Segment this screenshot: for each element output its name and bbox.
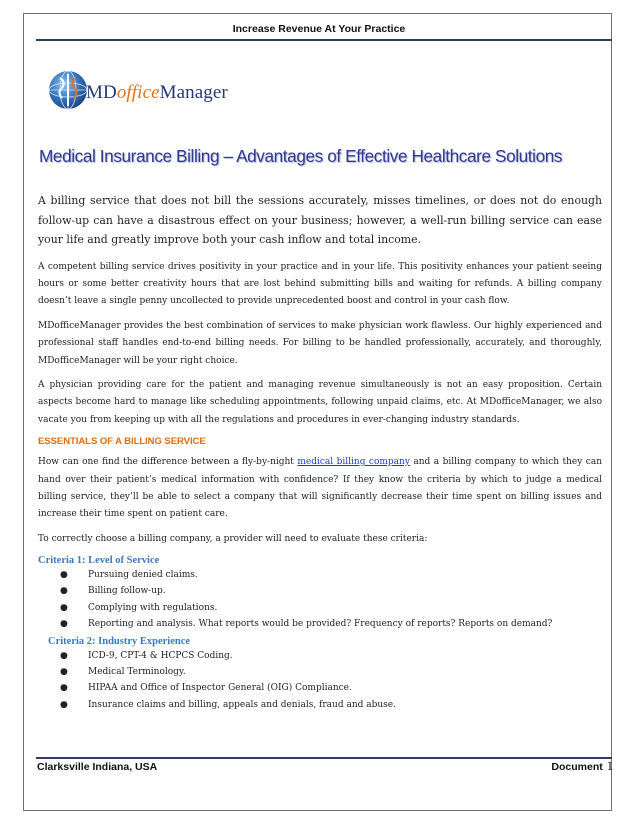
list-item-text: Complying with regulations. — [88, 602, 218, 613]
criteria-1-list — [38, 567, 602, 632]
list-item — [38, 697, 602, 713]
list-item-text: Medical Terminology. — [88, 667, 186, 678]
paragraph-6: To correctly choose a billing company, a provider will need to evaluate these criteria: — [38, 533, 428, 544]
footer-page-info — [551, 759, 613, 774]
paragraph-2: A competent billing service drives positivity in your practice and in your life. This positivity enhances your patient seeing hours or some better creativity hours that are lost behind submitting bills and waiting for refunds. A billing company doesn’t leave a single penny uncollected to provide unprecedented boost and control in your cash flow. — [38, 261, 602, 307]
bullet-icon: ● — [60, 602, 68, 613]
logo-office: office — [116, 82, 160, 103]
bullet-icon: ● — [60, 618, 68, 629]
footer-doc-label: Document — [551, 761, 603, 773]
paragraph-intro: A billing service that does not bill the sessions accurately, misses timelines, or does not do enough follow-up can have a disastrous effect on your business; however, a well-run billing service can ease your life and greatly improve both your cash inflow and total income. — [38, 194, 602, 246]
bullet-icon: ● — [60, 586, 68, 597]
logo-manager: Manager — [159, 82, 228, 103]
logo-wordmark — [86, 82, 228, 104]
paragraph-5-after: and a billing company to which they can hand over their patient’s medical information with confidence? If they know the criteria by which to judge a medical billing service, they’ll be able to select a company that will significantly decrease their time spent on billing issues and increase their time spent on patient care. — [38, 457, 603, 520]
document-body — [38, 191, 602, 716]
list-item — [38, 583, 602, 599]
page-number: 1 — [606, 759, 613, 773]
bullet-icon: ● — [60, 683, 68, 694]
section-heading: ESSENTIALS OF A BILLING SERVICE — [38, 436, 206, 448]
list-item — [38, 616, 602, 632]
list-item — [38, 600, 602, 616]
bullet-icon: ● — [60, 651, 68, 661]
paragraph-5-before: How can one find the difference between a fly-by-night — [38, 457, 298, 468]
criteria-1-heading: Criteria 1: Level of Service — [38, 555, 160, 567]
header-title: Increase Revenue At Your Practice — [232, 23, 406, 35]
paragraph-5 — [38, 454, 602, 524]
criteria-2-list — [38, 648, 602, 713]
page-banner-title: Medical Insurance Billing – Advantages of Effective Healthcare Solutions — [39, 146, 563, 166]
list-item-text: ICD-9, CPT-4 & HCPCS Coding. — [88, 651, 233, 661]
logo-md: MD — [86, 82, 117, 103]
criteria-2-heading: Criteria 2: Industry Experience — [48, 636, 191, 647]
list-item-text: Billing follow-up. — [88, 586, 166, 597]
list-item — [38, 680, 602, 696]
list-item — [38, 567, 602, 583]
bullet-icon: ● — [60, 667, 68, 678]
list-item — [38, 648, 602, 664]
bullet-icon: ● — [60, 699, 68, 710]
list-item-text: Insurance claims and billing, appeals and denials, fraud and abuse. — [88, 699, 396, 710]
list-item-text: Pursuing denied claims. — [88, 570, 198, 581]
footer-rule — [36, 757, 612, 759]
paragraph-4: A physician providing care for the patient and managing revenue simultaneously is not an easy proposition. Certain aspects become hard to manage like scheduling appointments, following unpaid claims, etc. At MDofficeManager, we also vacate you from keeping up with all the regulations and procedures in ever-changing industry standards. — [38, 379, 602, 425]
bullet-icon: ● — [60, 570, 68, 581]
footer-location: Clarksville Indiana, USA — [37, 761, 158, 773]
list-item-text: Reporting and analysis. What reports would be provided? Frequency of reports? Reports on demand? — [88, 618, 553, 629]
paragraph-3: MDofficeManager provides the best combination of services to make physician work flawless. Our highly experienced and professional staff handles end-to-end billing needs. For billing to be handled professionally, accurately, and thoroughly, MDofficeManager will be your right choice. — [38, 320, 602, 366]
list-item-text: HIPAA and Office of Inspector General (OIG) Compliance. — [88, 683, 352, 694]
header-rule — [36, 39, 612, 41]
medical-billing-company-link[interactable]: medical billing company — [297, 457, 410, 468]
list-item — [38, 664, 602, 680]
